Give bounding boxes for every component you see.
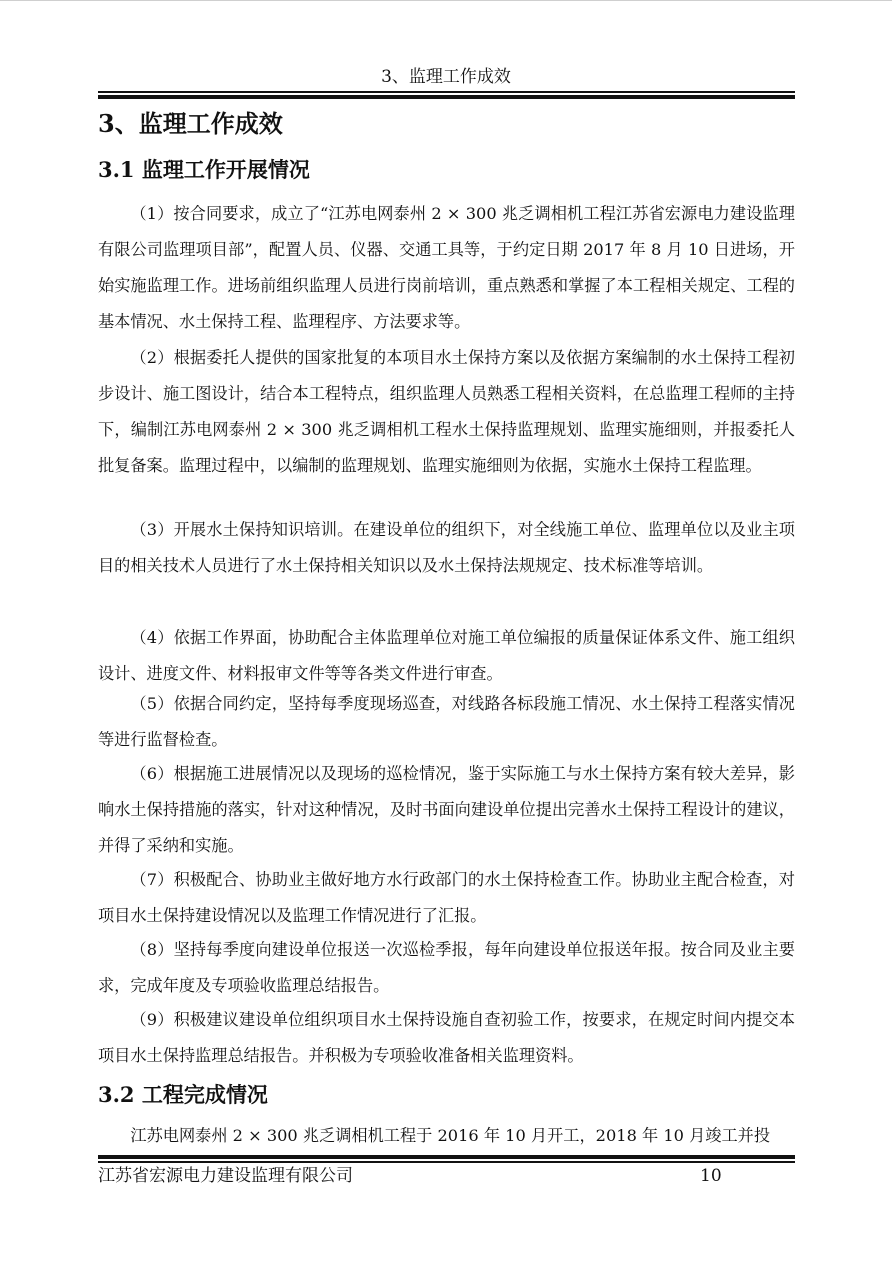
footer-page-number: 10 [700,1166,722,1186]
page-top-edge [0,0,892,1]
section-heading: 3、监理工作成效 [98,109,283,138]
footer-company-name: 江苏省宏源电力建设监理有限公司 [98,1166,353,1186]
paragraph-8: （8）坚持每季度向建设单位报送一次巡检季报，每年向建设单位报送年报。按合同及业主要求，完成年度及专项验收监理总结报告。 [98,940,795,995]
paragraph-7: （7）积极配合、协助业主做好地方水行政部门的水土保持检查工作。协助业主配合检查，对项目水土保持建设情况以及监理工作情况进行了汇报。 [98,870,795,925]
subsection-heading-3-2: 3.2 工程完成情况 [98,1082,268,1107]
paragraph-5: （5）依据合同约定，坚持每季度现场巡查，对线路各标段施工情况、水土保持工程落实情况等进行监督检查。 [98,694,795,749]
running-header-title: 3、监理工作成效 [381,67,511,87]
paragraph-3: （3）开展水土保持知识培训。在建设单位的组织下，对全线施工单位、监理单位以及业主项目的相关技术人员进行了水土保持相关知识以及水土保持法规规定、技术标准等培训。 [98,520,795,575]
paragraph-1: （1）按合同要求，成立了“江苏电网泰州 2 × 300 兆乏调相机工程江苏省宏源电力建设监理有限公司监理项目部”，配置人员、仪器、交通工具等，于约定日期 2017 年 8 月 10 日进场，开始实施监理工作。进场前组织监理人员进行岗前培训，重点熟悉和掌握了本工程相关规定、工程的基本情况、水土保持工程、监理程序、方法要求等。 [98,204,795,331]
paragraph-4: （4）依据工作界面，协助配合主体监理单位对施工单位编报的质量保证体系文件、施工组织设计、进度文件、材料报审文件等等各类文件进行审查。 [98,628,795,683]
footer-rule-thin [98,1161,795,1163]
subsection-heading-3-1: 3.1 监理工作开展情况 [98,157,310,182]
paragraph-9: （9）积极建议建设单位组织项目水土保持设施自查初验工作，按要求，在规定时间内提交本项目水土保持监理总结报告。并积极为专项验收准备相关监理资料。 [98,1010,795,1065]
header-rule-thick [98,95,795,99]
paragraph-2: （2）根据委托人提供的国家批复的本项目水土保持方案以及依据方案编制的水土保持工程初步设计、施工图设计，结合本工程特点，组织监理人员熟悉工程相关资料，在总监理工程师的主持下，编制江苏电网泰州 2 × 300 兆乏调相机工程水土保持监理规划、监理实施细则，并报委托人批复备案。监理过程中，以编制的监理规划、监理实施细则为依据，实施水土保持工程监理。 [98,348,795,475]
footer-rule-thick [98,1155,795,1159]
paragraph-3-2-1: 江苏电网泰州 2 × 300 兆乏调相机工程于 2016 年 10 月开工，2018 年 10 月竣工并投 [130,1126,771,1145]
header-rule-thin [98,91,795,93]
paragraph-6: （6）根据施工进展情况以及现场的巡检情况，鉴于实际施工与水土保持方案有较大差异，影响水土保持措施的落实，针对这种情况，及时书面向建设单位提出完善水土保持工程设计的建议，并得了采纳和实施。 [98,764,795,855]
